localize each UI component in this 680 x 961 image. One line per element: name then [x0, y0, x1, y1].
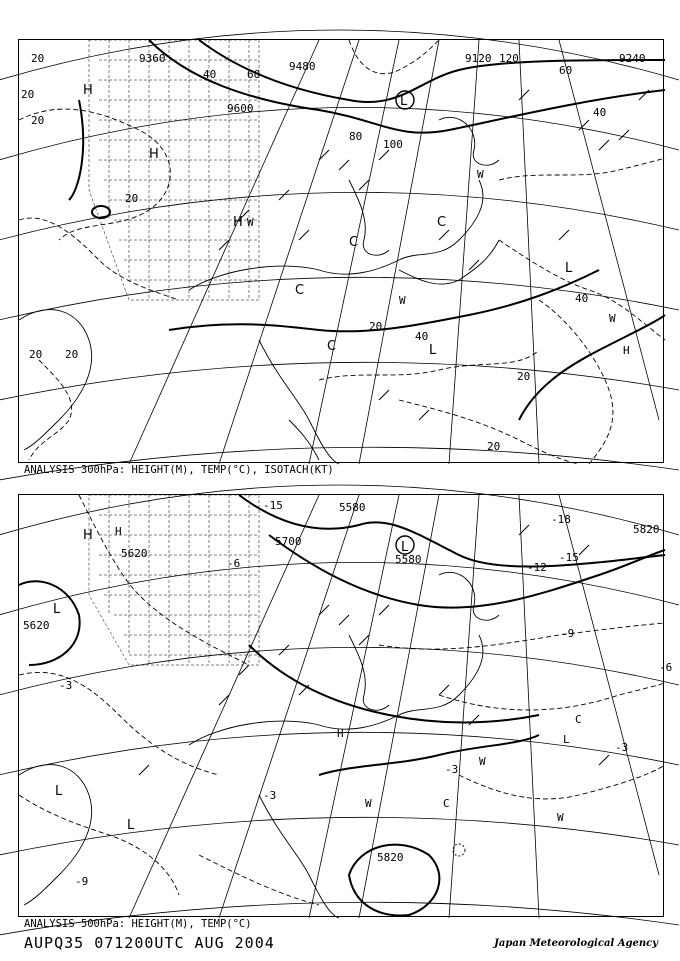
center-marker: C [349, 235, 359, 250]
center-marker: H [337, 727, 344, 740]
temp-label: -9 [75, 875, 89, 888]
agency-credit: Japan Meteorological Agency [494, 938, 658, 949]
height-label: 9120 [465, 52, 492, 65]
map-300hpa-svg [19, 40, 665, 464]
center-marker: C [575, 713, 582, 726]
coastlines [19, 572, 499, 918]
height-label: 5620 [23, 619, 50, 632]
caption-300hpa: ANALYSIS 300hPa: HEIGHT(M), TEMP(°C), ISOTACH(KT) [24, 464, 334, 476]
temp-label: -6 [659, 661, 673, 674]
caption-500hpa: ANALYSIS 500hPa: HEIGHT(M), TEMP(°C) [24, 918, 252, 930]
center-marker: L [53, 602, 61, 617]
terrain-hatch [89, 495, 259, 665]
isotach-label: 20 [65, 348, 79, 361]
isotach-label: 20 [29, 348, 43, 361]
center-marker: W [365, 797, 372, 810]
center-marker: L [55, 784, 63, 799]
temp-label: -12 [527, 561, 547, 574]
temp-label: -3 [263, 789, 277, 802]
isotach-label: 40 [203, 68, 217, 81]
center-marker: H [233, 215, 243, 230]
map-300hpa [18, 39, 664, 463]
isotach-label: 40 [593, 106, 607, 119]
isotach-label: 120 [499, 52, 519, 65]
temp-label: -15 [559, 551, 579, 564]
isotach-label: 20 [517, 370, 531, 383]
center-marker: L [565, 261, 573, 276]
height-label: 5580 [339, 501, 366, 514]
isotach-label: 60 [559, 64, 573, 77]
center-marker: W [557, 811, 564, 824]
height-label: 9600 [227, 102, 254, 115]
isotach-label: 40 [575, 292, 589, 305]
closed-contour [92, 206, 110, 218]
height-label: 5580 [395, 553, 422, 566]
center-marker: L [429, 343, 437, 358]
center-marker: W [247, 216, 254, 229]
center-marker: W [479, 755, 486, 768]
center-marker: L [401, 540, 409, 555]
isotach-label: 40 [415, 330, 429, 343]
height-label: 5820 [633, 523, 660, 536]
small-circle [453, 844, 465, 856]
isotach-label: 20 [31, 114, 45, 127]
center-marker: C [437, 215, 447, 230]
isotach-label: 20 [487, 440, 501, 453]
center-marker: H [623, 344, 630, 357]
isotach-label: 20 [125, 192, 139, 205]
temp-label: -3 [615, 741, 629, 754]
center-marker: L [563, 733, 570, 746]
height-label: 5700 [275, 535, 302, 548]
wind-barbs [219, 90, 649, 420]
terrain-hatch [89, 40, 259, 300]
height-label: 9480 [289, 60, 316, 73]
map-500hpa [18, 494, 673, 917]
center-marker: L [400, 94, 408, 109]
height-label: 5620 [121, 547, 148, 560]
center-marker: W [399, 294, 406, 307]
isotach-label: 20 [369, 320, 383, 333]
temp-label: -15 [263, 499, 283, 512]
isotach-label: 80 [349, 130, 363, 143]
center-marker: H [83, 528, 93, 543]
center-marker: H [115, 525, 122, 538]
isotach-label: 20 [31, 52, 45, 65]
center-marker: C [327, 339, 337, 354]
height-label: 9240 [619, 52, 646, 65]
temp-label: -3 [59, 679, 73, 692]
temp-label: -18 [551, 513, 571, 526]
center-marker: L [127, 818, 135, 833]
height-contours [69, 40, 665, 420]
center-marker: C [443, 797, 450, 810]
temp-label: -3 [445, 763, 459, 776]
center-marker: H [149, 147, 159, 162]
isotach-contours [19, 40, 665, 464]
center-marker: H [83, 83, 93, 98]
isotach-label: 20 [21, 88, 35, 101]
isotach-label: 100 [383, 138, 403, 151]
height-label: 5820 [377, 851, 404, 864]
chart-identifier: AUPQ35 071200UTC AUG 2004 [24, 934, 275, 952]
temp-label: -6 [227, 557, 241, 570]
temp-label: -9 [561, 627, 575, 640]
center-marker: C [295, 283, 305, 298]
map-500hpa-svg [19, 495, 673, 918]
center-marker: W [609, 312, 616, 325]
height-label: 9360 [139, 52, 166, 65]
isotach-label: 60 [247, 68, 261, 81]
center-marker: W [477, 168, 484, 181]
